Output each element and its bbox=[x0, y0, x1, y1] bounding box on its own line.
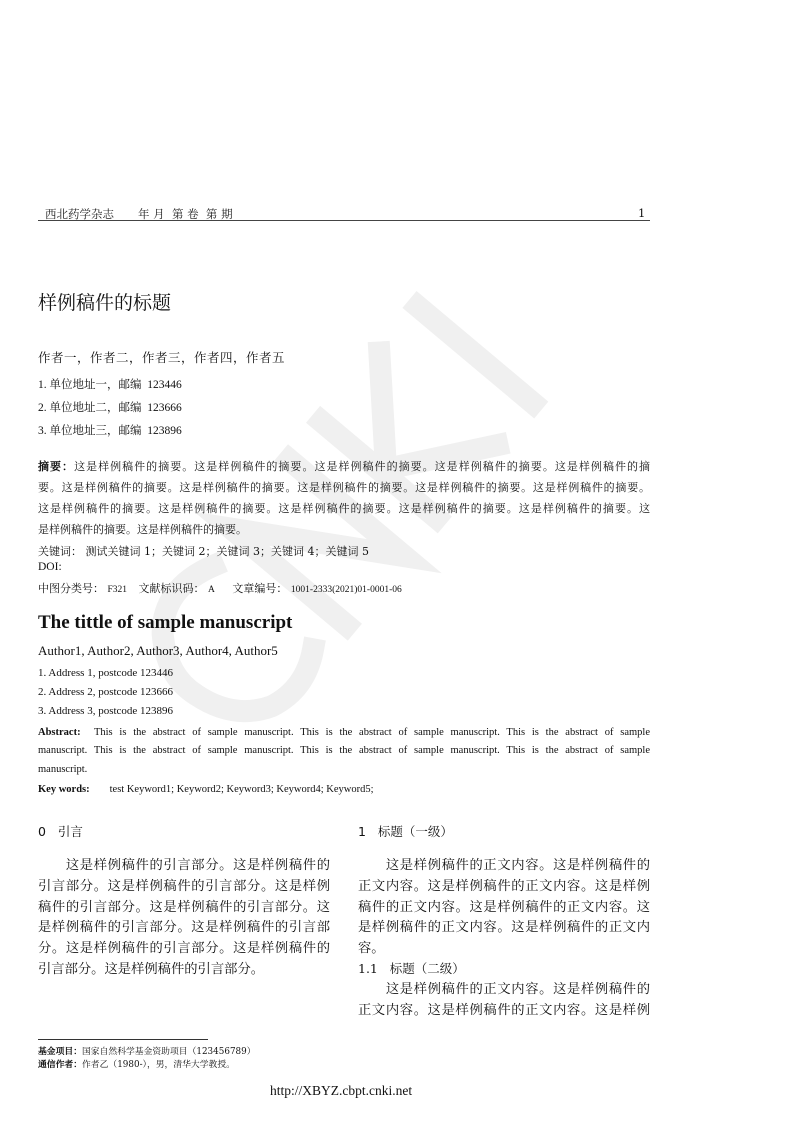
body-line: 这是样例稿件的正文内容。这是样例稿件的 bbox=[358, 982, 650, 997]
keywords-value: 测试关键词 1；关键词 2；关键词 3；关键词 4；关键词 5 bbox=[85, 545, 369, 558]
footnote-rule bbox=[38, 1039, 208, 1040]
footer-url[interactable]: http://XBYZ.cbpt.cnki.net bbox=[270, 1083, 413, 1098]
affiliation-en: 2. Address 2, postcode 123666 bbox=[38, 686, 174, 698]
issue-info: 年 月 第 卷 第 期 bbox=[138, 207, 233, 221]
affiliation: 2. 单位地址二，邮编 123666 bbox=[38, 402, 182, 414]
section-1-body bbox=[358, 856, 650, 960]
affiliation: 3. 单位地址三，邮编 123896 bbox=[38, 425, 182, 437]
body-line: 引言部分。这是样例稿件的引言部分。这是样例 bbox=[38, 878, 330, 894]
doc-code-label: 文献标识码： bbox=[138, 582, 205, 595]
clc-label: 中图分类号： bbox=[38, 582, 104, 595]
abstract-line: 这是样例稿件的摘要。这是样例稿件的摘要。这是样例稿件的摘要。这是样例稿件的摘要。这是样例稿件的摘要。这 bbox=[38, 502, 650, 515]
abstract-en-line: manuscript. This is the abstract of sample manuscript. This is the abstract of sample manuscript. This is the abstract of sample bbox=[38, 745, 650, 757]
title-en: The tittle of sample manuscript bbox=[38, 612, 293, 633]
journal-name: 西北药学杂志 bbox=[45, 207, 114, 221]
abstract-line: 是样例稿件的摘要。这是样例稿件的摘要。 bbox=[38, 523, 247, 536]
affiliation-en: 3. Address 3, postcode 123896 bbox=[38, 705, 174, 717]
abstract-cn bbox=[38, 456, 650, 540]
affiliation: 1. 单位地址一，邮编 123446 bbox=[38, 379, 182, 391]
keywords-cn bbox=[38, 543, 369, 559]
abstract-en-line: This is the abstract of sample manuscript. This is the abstract of sample manuscript. This is the abstract of sample bbox=[93, 727, 650, 738]
section-heading-intro: 0 引言 bbox=[38, 824, 83, 839]
body-line: 分。这是样例稿件的引言部分。这是样例稿件的 bbox=[38, 941, 330, 957]
article-no-value: 1001-2333(2021)01-0001-06 bbox=[290, 585, 402, 595]
affiliation-en: 1. Address 1, postcode 123446 bbox=[38, 667, 174, 679]
corresponding-label: 通信作者： bbox=[38, 1059, 82, 1070]
body-line: 稿件的正文内容。这是样例稿件的正文内容。这 bbox=[358, 899, 650, 915]
body-line: 这是样例稿件的引言部分。这是样例稿件的 bbox=[38, 858, 330, 873]
page-title: 样例稿件的标题 bbox=[38, 292, 172, 314]
fund-value: 国家自然科学基金资助项目（123456789） bbox=[82, 1047, 256, 1057]
body-line: 容。 bbox=[358, 941, 385, 957]
body-line: 是样例稿件的正文内容。这是样例稿件的正文内 bbox=[358, 920, 650, 936]
fund-label: 基金项目： bbox=[38, 1047, 82, 1057]
page-number: 1 bbox=[638, 206, 646, 220]
footnotes bbox=[38, 1046, 256, 1071]
clc-value: F321 bbox=[107, 585, 128, 595]
classification bbox=[38, 580, 402, 596]
keywords-en-label: Key words: bbox=[38, 784, 90, 795]
affiliations-cn bbox=[38, 374, 182, 443]
abstract-en bbox=[38, 724, 650, 779]
body-line: 引言部分。这是样例稿件的引言部分。 bbox=[38, 961, 265, 977]
article-no-label: 文章编号： bbox=[232, 582, 288, 595]
abstract-line: 这是样例稿件的摘要。这是样例稿件的摘要。这是样例稿件的摘要。这是样例稿件的摘要。这是样例稿件的摘 bbox=[74, 460, 650, 473]
corresponding-value: 作者乙（1980-），男，清华大学教授。 bbox=[82, 1059, 235, 1070]
header-rule bbox=[38, 220, 650, 221]
section-heading-1: 1 标题（一级） bbox=[358, 824, 453, 839]
keywords-label: 关键词： bbox=[38, 545, 82, 558]
abstract-en-label: Abstract: bbox=[38, 727, 81, 738]
authors-en: Author1, Author2, Author3, Author4, Author5 bbox=[38, 643, 278, 658]
body-line: 稿件的引言部分。这是样例稿件的引言部分。这 bbox=[38, 899, 330, 915]
abstract-line: 要。这是样例稿件的摘要。这是样例稿件的摘要。这是样例稿件的摘要。这是样例稿件的摘要。这是样例稿件的摘要。 bbox=[38, 481, 650, 494]
intro-body bbox=[38, 856, 330, 981]
abstract-label: 摘要： bbox=[38, 460, 75, 473]
section-1-1-body bbox=[358, 980, 650, 1022]
body-line: 正文内容。这是样例稿件的正文内容。这是样例 bbox=[358, 1002, 650, 1018]
authors-cn: 作者一，作者二，作者三，作者四，作者五 bbox=[38, 350, 286, 365]
affiliations-en bbox=[38, 664, 173, 721]
keywords-en-value: test Keyword1; Keyword2; Keyword3; Keyword4; Keyword5; bbox=[109, 784, 374, 795]
watermark-letter-i bbox=[418, 307, 533, 403]
keywords-en bbox=[38, 783, 374, 797]
body-line: 正文内容。这是样例稿件的正文内容。这是样例 bbox=[358, 878, 650, 894]
abstract-en-line: manuscript. bbox=[38, 763, 88, 775]
body-line: 是样例稿件的引言部分。这是样例稿件的引言部 bbox=[38, 920, 330, 936]
body-line: 这是样例稿件的正文内容。这是样例稿件的 bbox=[358, 858, 650, 873]
doi: DOI: bbox=[38, 561, 62, 573]
section-heading-1-1: 1.1 标题（二级） bbox=[358, 961, 465, 976]
doc-code-value: A bbox=[208, 585, 215, 595]
